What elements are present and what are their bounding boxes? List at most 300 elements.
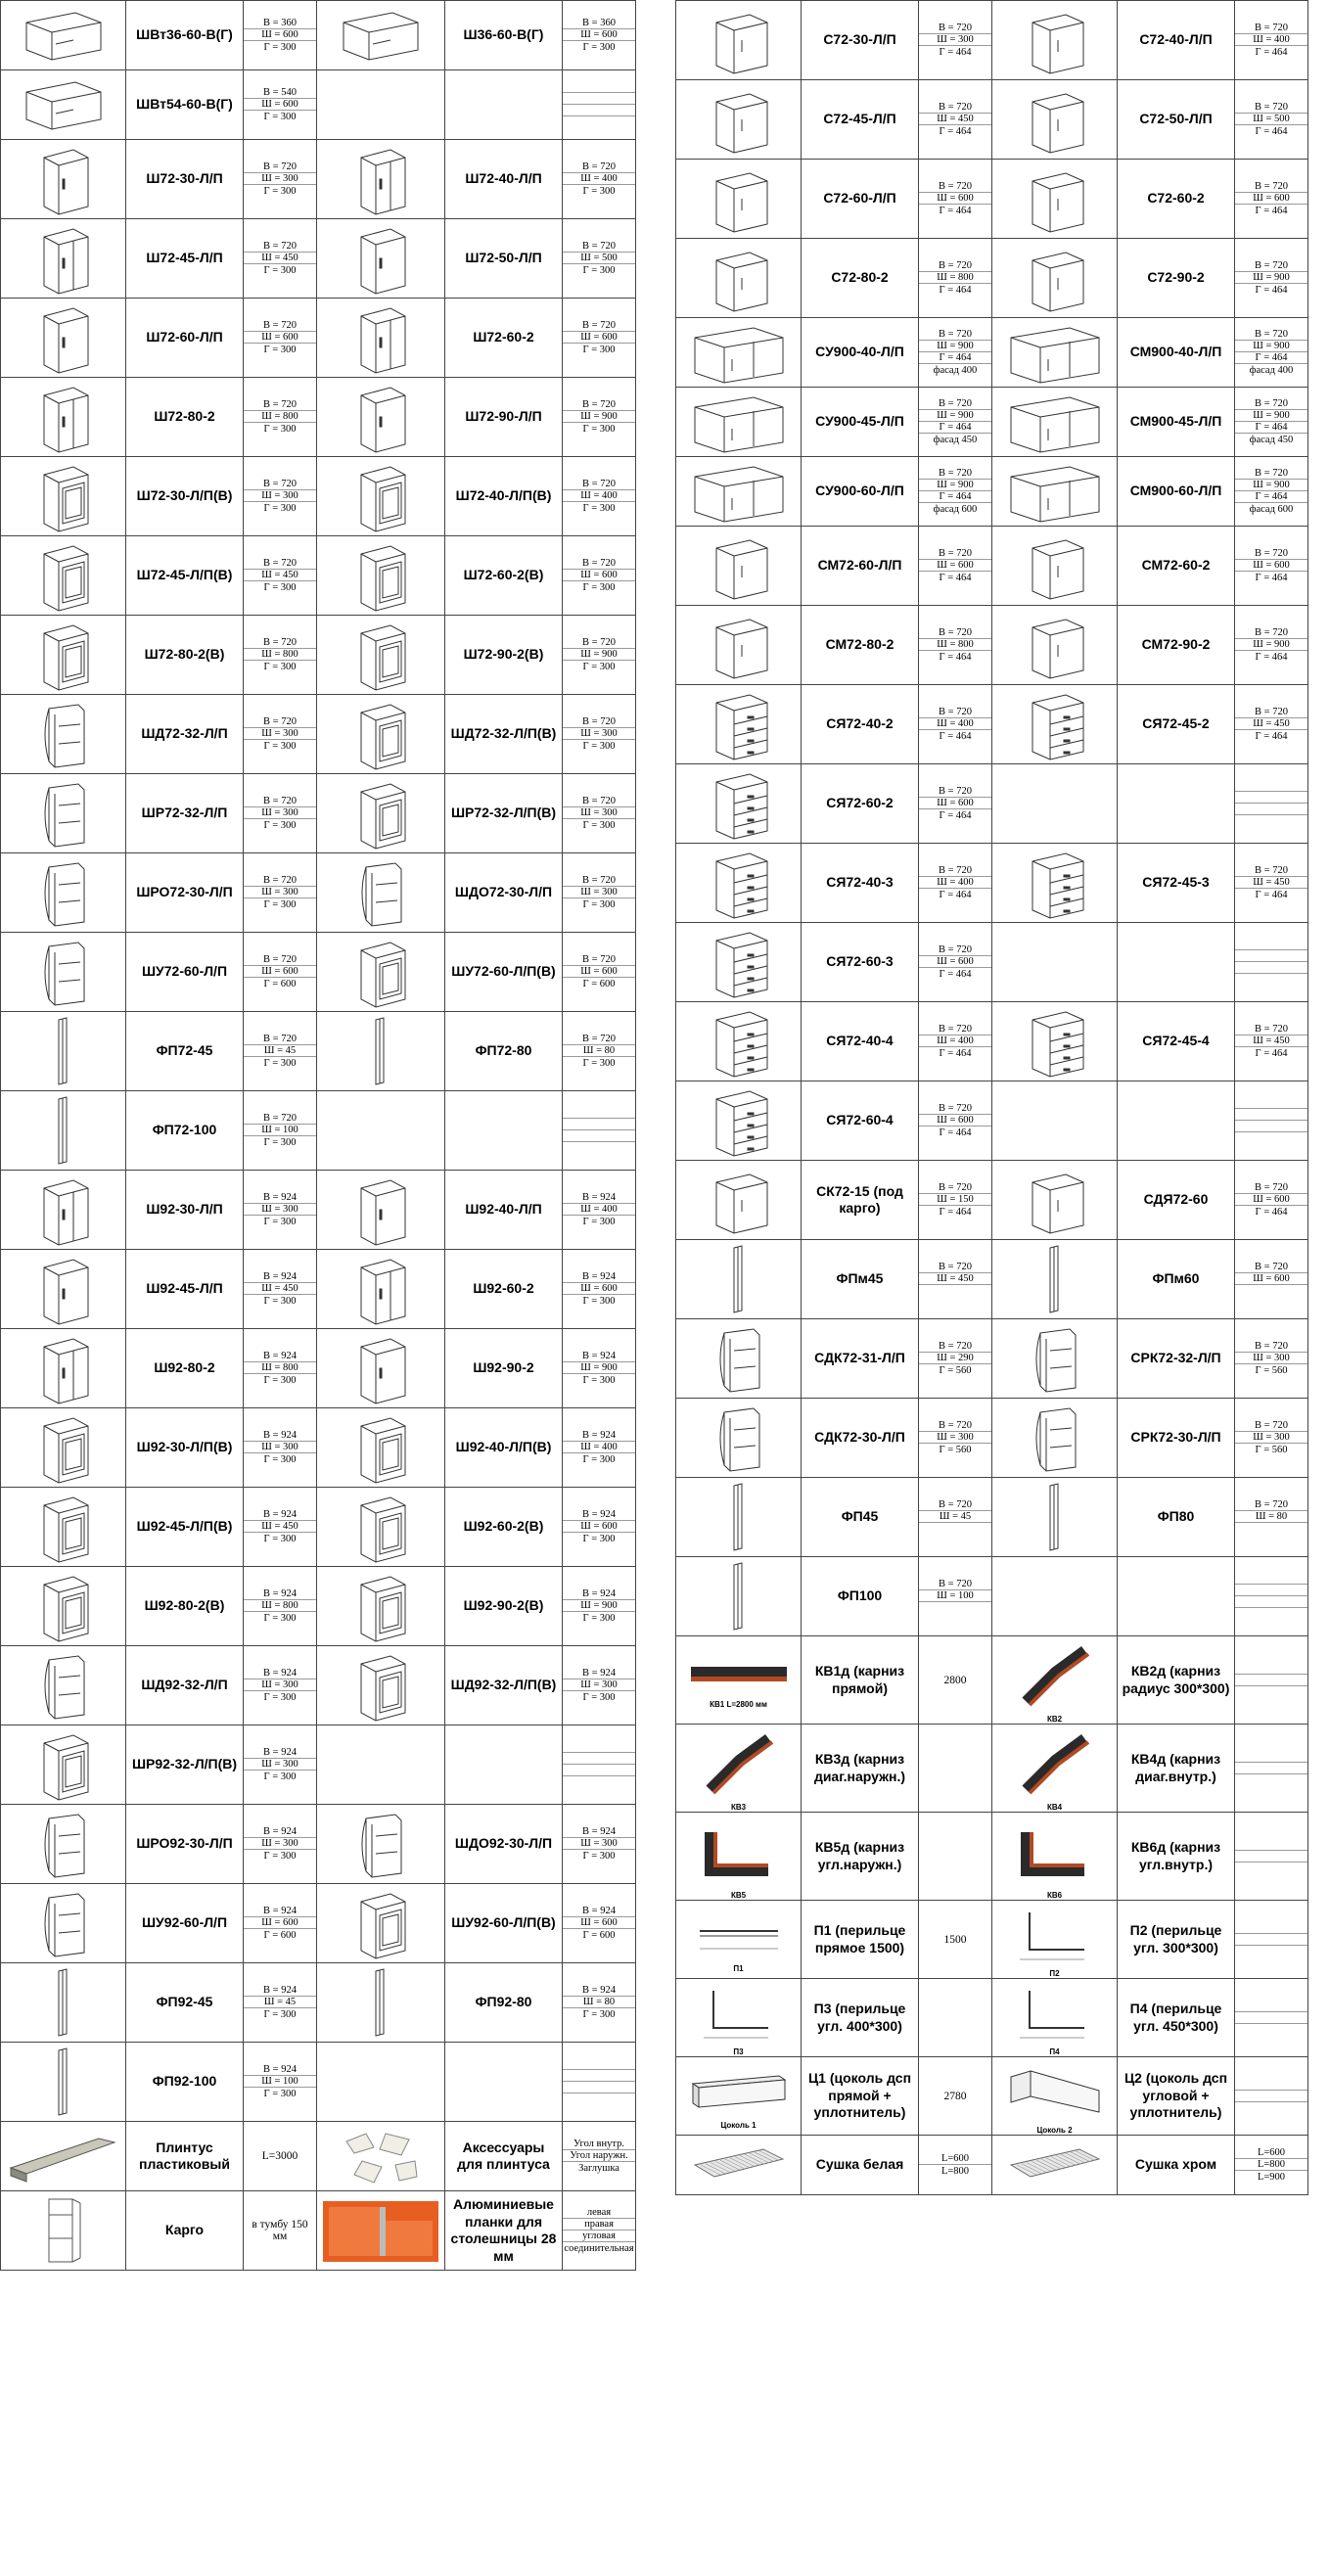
product-image (676, 239, 802, 318)
product-image (1, 1884, 126, 1963)
table-row (1, 1408, 636, 1488)
dimension-value: соединительная (564, 2242, 634, 2254)
accessory-image (676, 1813, 802, 1901)
dimension-value: В = 720 (1235, 1341, 1307, 1353)
dimension-value (1235, 1774, 1307, 1786)
dimension-value: Г = 300 (582, 581, 616, 593)
product-name: ШД92-32-Л/П(В) (445, 1646, 563, 1725)
cabinet-drawing-icon (317, 1567, 444, 1645)
cabinet-drawing-icon (317, 774, 444, 852)
dimensions-cell (244, 2064, 316, 2099)
dimension-value: Г = 464 (939, 1047, 972, 1059)
dimension-value: Г = 464 (939, 284, 972, 296)
dimension-value (563, 116, 635, 128)
dimension-value: Г = 300 (263, 1691, 297, 1703)
cabinet-drawing-icon (317, 1488, 444, 1566)
accessory-image (676, 1901, 802, 1979)
dimension-value (563, 1765, 635, 1776)
image-label: Цоколь 2 (1036, 2126, 1073, 2135)
dimension-value: В = 720 (563, 320, 635, 332)
product-image (1, 457, 126, 536)
product-name: ШВт54-60-В(Г) (126, 70, 244, 140)
accessory-name: Сушка хром (1118, 2136, 1235, 2195)
table-row (1, 140, 636, 219)
dimension-value: В = 924 (244, 1192, 316, 1204)
dimension-value (563, 1142, 635, 1154)
dimension-value: В = 720 (244, 1113, 316, 1125)
dimension-value: Г = 300 (263, 898, 297, 910)
dimension-value: В = 924 (244, 1509, 316, 1521)
dimension-value: Г = 464 (1255, 125, 1288, 137)
dimension-value: Г = 300 (263, 661, 297, 672)
dimension-value: Г = 300 (263, 41, 297, 53)
table-row (1, 457, 636, 536)
table-row (676, 80, 1308, 160)
dimension-value (1235, 1285, 1307, 1297)
product-name: С72-60-2 (1118, 160, 1235, 239)
product-image (676, 1, 802, 80)
dimensions-cell (919, 1499, 991, 1535)
dimension-value: Ш = 900 (1235, 341, 1307, 352)
product-image (676, 1002, 802, 1081)
dimensions-cell (919, 786, 991, 821)
cabinet-drawing-icon (1, 70, 125, 139)
product-image (1, 853, 126, 933)
rail-icon (676, 1906, 801, 1973)
dimension-value: В = 720 (1235, 102, 1307, 114)
dimensions-cell (563, 1741, 635, 1788)
product-image (317, 1, 445, 70)
product-name: СЯ72-45-4 (1118, 1002, 1235, 1081)
product-image (1, 378, 126, 457)
accessory-name: КВ3д (карниз диаг.наружн.) (802, 1725, 919, 1813)
dimension-value: Ш = 80 (1235, 1511, 1307, 1523)
cabinet-drawing-icon (1, 1725, 125, 1804)
alu-icon (317, 2191, 444, 2270)
cabinet-drawing-icon (1, 1646, 125, 1725)
product-image (1, 299, 126, 378)
image-label: КВ6 (1046, 1891, 1063, 1900)
product-name: Ш92-30-Л/П(В) (126, 1408, 244, 1488)
product-image (317, 1012, 445, 1091)
product-name: СМ72-60-Л/П (802, 527, 919, 606)
dimension-value: Ш = 300 (244, 1838, 316, 1850)
dimension-value (1235, 1922, 1307, 1934)
table-row (1, 1805, 636, 1884)
table-row (676, 1002, 1308, 1081)
dimension-value (563, 93, 635, 105)
accessory-image (992, 1979, 1118, 2057)
dimension-value: В = 924 (563, 1509, 635, 1521)
dimension-value: Ш = 45 (919, 1511, 991, 1523)
product-image (317, 536, 445, 616)
product-name: СУ900-45-Л/П (802, 388, 919, 457)
dimension-value (1235, 2001, 1307, 2012)
dimension-value: Г = 464 (939, 809, 972, 821)
plinth-icon (676, 2062, 801, 2130)
cabinet-drawing-icon (317, 299, 444, 377)
dimension-value (1235, 950, 1307, 962)
cabinet-drawing-icon (992, 685, 1117, 763)
table-row (1, 1567, 636, 1646)
dimensions-cell (919, 1024, 991, 1059)
dimension-value: Ш = 900 (563, 1362, 635, 1374)
cabinet-drawing-icon (1, 774, 125, 852)
dimension-value: Г = 300 (582, 661, 616, 672)
dimensions-cell (1235, 1262, 1307, 1297)
dimensions-cell (919, 260, 991, 296)
dimension-value: Г = 600 (582, 978, 616, 989)
dimension-value: Ш = 600 (919, 193, 991, 205)
product-name: ШВт36-60-В(Г) (126, 1, 244, 70)
dimensions-cell (563, 1906, 635, 1941)
dimension-value: Ш = 300 (244, 728, 316, 740)
product-name: ШД92-32-Л/П (126, 1646, 244, 1725)
dimension-value: В = 924 (244, 2064, 316, 2076)
dimensions-cell (919, 23, 991, 58)
product-image (676, 1399, 802, 1478)
dimension-value (1235, 1523, 1307, 1535)
accessory-image (992, 2057, 1118, 2136)
product-image (676, 1557, 802, 1636)
product-image (317, 1329, 445, 1408)
cabinet-drawing-icon (1, 1884, 125, 1962)
product-name: СМ72-90-2 (1118, 606, 1235, 685)
accessory-value (919, 1813, 992, 1901)
dimensions-cell (563, 1107, 635, 1154)
dimension-value: В = 720 (563, 954, 635, 966)
accessory-value: 1500 (919, 1901, 992, 1979)
dimension-value: Ш = 900 (919, 341, 991, 352)
image-label: КВ4 (1046, 1803, 1063, 1812)
dimension-value: Ш = 450 (1235, 877, 1307, 889)
product-image (1, 1012, 126, 1091)
product-name: ШУ92-60-Л/П (126, 1884, 244, 1963)
table-row (676, 685, 1308, 764)
product-image (676, 685, 802, 764)
cabinet-drawing-icon (992, 318, 1117, 387)
dimension-value: В = 720 (1235, 468, 1307, 480)
dimension-value: Ш = 600 (563, 1283, 635, 1295)
table-row (1, 853, 636, 933)
cabinet-drawing-icon (1, 853, 125, 932)
product-name: С72-90-2 (1118, 239, 1235, 318)
product-image (1, 1488, 126, 1567)
cornice-corner-icon (676, 1813, 801, 1900)
dimension-value: Ш = 600 (563, 1917, 635, 1929)
product-name: ШР72-32-Л/П (126, 774, 244, 853)
dimension-value (1235, 1751, 1307, 1763)
dimensions-cell (563, 2139, 635, 2174)
product-name: С72-40-Л/П (1118, 1, 1235, 80)
dimension-value: В = 720 (919, 398, 991, 410)
dimension-value (1235, 1763, 1307, 1774)
dimensions-cell (1235, 260, 1307, 296)
product-name: Ш72-40-Л/П(В) (445, 457, 563, 536)
dimensions-cell (244, 1747, 316, 1782)
dimension-value: Ш = 150 (919, 1194, 991, 1206)
dimension-value: Г = 300 (582, 502, 616, 514)
product-name: Ш92-80-2(В) (126, 1567, 244, 1646)
dimensions-cell (244, 796, 316, 831)
cabinet-drawing-icon (317, 1171, 444, 1249)
dimension-value: Г = 300 (582, 1057, 616, 1069)
cabinet-drawing-icon (1, 1963, 125, 2042)
product-name: С72-80-2 (802, 239, 919, 318)
cabinet-drawing-icon (317, 853, 444, 932)
cabinet-drawing-icon (317, 695, 444, 773)
product-image (992, 1240, 1118, 1319)
dimension-value: В = 924 (563, 1668, 635, 1679)
dimension-value: Ш = 600 (563, 1521, 635, 1533)
dimension-value: Г = 300 (582, 740, 616, 752)
dimensions-cell (919, 1579, 991, 1614)
table-row (676, 1636, 1308, 1725)
dimension-value (1235, 1863, 1307, 1874)
dimension-value (1235, 1596, 1307, 1608)
dimension-value: В = 720 (1235, 1024, 1307, 1035)
table-row (1, 70, 636, 140)
table-row (676, 1240, 1308, 1319)
dimension-value: В = 720 (244, 399, 316, 411)
dimension-value: Г = 300 (263, 1295, 297, 1307)
dimensions-cell (1235, 548, 1307, 583)
dimension-value: Ш = 450 (919, 114, 991, 125)
dimension-value: Ш = 400 (1235, 34, 1307, 46)
accessory-value: 2800 (919, 1636, 992, 1725)
product-image (676, 457, 802, 527)
cabinet-drawing-icon (992, 1240, 1117, 1318)
dimension-value (1235, 1573, 1307, 1585)
cornice-bend-icon (992, 1636, 1117, 1724)
table-row (1, 536, 636, 616)
dimensions-cell (919, 398, 991, 445)
dimension-value: Ш = 800 (244, 1362, 316, 1374)
dimensions-cell (1235, 1751, 1307, 1786)
cabinet-drawing-icon (676, 457, 801, 526)
cabinet-drawing-icon (992, 1478, 1117, 1556)
dimension-value: Ш = 900 (1235, 410, 1307, 422)
accessory-name: П3 (перильце угл. 400*300) (802, 1979, 919, 2057)
dimension-value (1235, 815, 1307, 827)
product-name: СМ900-40-Л/П (1118, 318, 1235, 388)
product-name: ШРО72-30-Л/П (126, 853, 244, 933)
dimension-value: Г = 300 (263, 1850, 297, 1862)
dimension-value: Ш = 45 (244, 1997, 316, 2008)
dimensions-cell (244, 1906, 316, 1941)
dimensions-cell (244, 1509, 316, 1544)
plinth-corner-icon (992, 2057, 1117, 2135)
dimension-value: Г = 300 (263, 344, 297, 355)
dimension-value: В = 720 (919, 260, 991, 272)
dimension-value: В = 720 (1235, 627, 1307, 639)
dimension-value: Ш = 300 (563, 807, 635, 819)
dimension-value: Ш = 300 (1235, 1353, 1307, 1364)
cabinet-drawing-icon (317, 933, 444, 1011)
dimension-value: Ш = 300 (244, 1204, 316, 1216)
dimension-value: Г = 560 (939, 1364, 972, 1376)
product-name: ШД72-32-Л/П(В) (445, 695, 563, 774)
dimension-value (563, 1776, 635, 1788)
dimensions-cell (1235, 1663, 1307, 1698)
dimension-value: В = 924 (563, 1985, 635, 1997)
dimension-value: Ш = 400 (563, 173, 635, 185)
dimension-value: В = 720 (563, 399, 635, 411)
dimensions-cell (919, 1420, 991, 1455)
dimension-value: Г = 300 (582, 2008, 616, 2020)
dimension-value: Г = 600 (582, 1929, 616, 1941)
dimension-value: Г = 300 (263, 2008, 297, 2020)
dimension-value: Г = 300 (582, 1533, 616, 1544)
dimension-value: Г = 464 (1255, 205, 1288, 216)
product-image (992, 1319, 1118, 1399)
dimension-value (1235, 974, 1307, 986)
cabinet-drawing-icon (317, 378, 444, 456)
product-image (1, 2043, 126, 2122)
dimensions-cell (919, 707, 991, 742)
dimension-value: В = 720 (1235, 398, 1307, 410)
dimension-value: Угол внутр. (563, 2139, 635, 2150)
dimension-value (1235, 2024, 1307, 2036)
dimensions-cell (563, 1034, 635, 1069)
dimension-value: Ш = 450 (244, 1283, 316, 1295)
dimension-value: Ш = 300 (244, 1442, 316, 1453)
dimensions-cell (1235, 939, 1307, 986)
cornice-corner-icon (992, 1813, 1117, 1900)
dimension-value: В = 720 (919, 548, 991, 560)
dimension-value: Ш = 600 (1235, 1273, 1307, 1285)
product-image (676, 1161, 802, 1240)
dimension-value: В = 924 (244, 1826, 316, 1838)
dimension-value: Г = 464 (939, 125, 972, 137)
dimensions-cell (244, 18, 316, 53)
dimension-value: Ш = 600 (563, 332, 635, 344)
table-row (676, 1161, 1308, 1240)
dimension-value: Ш = 600 (919, 560, 991, 572)
dimension-value: Г = 300 (582, 41, 616, 53)
dimension-value: Ш = 500 (1235, 114, 1307, 125)
dimension-value: В = 924 (563, 1271, 635, 1283)
product-image (317, 853, 445, 933)
dimension-value: Ш = 400 (919, 718, 991, 730)
dimension-value: В = 720 (563, 875, 635, 887)
dimension-value (563, 2093, 635, 2105)
table-row (676, 1399, 1308, 1478)
dimensions-cell (244, 320, 316, 355)
dimension-value: Г = 300 (582, 1374, 616, 1386)
cabinet-drawing-icon (676, 1, 801, 79)
rail-corner-icon (992, 1979, 1117, 2056)
product-name: СЯ72-45-3 (1118, 844, 1235, 923)
dimension-value: В = 720 (1235, 1420, 1307, 1432)
accessory-name: Аксессуары для плинтуса (445, 2122, 563, 2191)
cabinet-drawing-icon (1, 2043, 125, 2121)
product-name: ФП92-80 (445, 1963, 563, 2043)
product-image (992, 160, 1118, 239)
cabinet-drawing-icon (1, 616, 125, 694)
product-name: ФП92-45 (126, 1963, 244, 2043)
cabinet-drawing-icon (992, 239, 1117, 317)
product-name: ФП72-80 (445, 1012, 563, 1091)
dimensions-cell (1235, 707, 1307, 742)
cabinet-drawing-icon (676, 923, 801, 1001)
dimension-value: Ш = 900 (563, 411, 635, 423)
dimension-value (563, 1130, 635, 1142)
dimensions-cell (563, 1668, 635, 1703)
dimension-value: Заглушка (578, 2162, 619, 2174)
dimensions-cell (563, 875, 635, 910)
product-name: ФП80 (1118, 1478, 1235, 1557)
product-name: СМ900-45-Л/П (1118, 388, 1235, 457)
accessory-name: Плинтус пластиковый (126, 2122, 244, 2191)
dimension-value: Г = 300 (582, 344, 616, 355)
dimensions-cell (563, 479, 635, 514)
dimension-value: В = 720 (1235, 23, 1307, 34)
accessory-image (992, 1813, 1118, 1901)
dimension-value (1235, 1132, 1307, 1144)
dimension-value: В = 720 (919, 1420, 991, 1432)
product-name: СМ900-60-Л/П (1118, 457, 1235, 527)
cabinet-drawing-icon (992, 1161, 1117, 1239)
accessory-image (992, 1636, 1118, 1725)
dimension-value: Г = 464 (939, 968, 972, 980)
image-label: П4 (1049, 2047, 1060, 2056)
dimension-value: В = 720 (1235, 707, 1307, 718)
dimension-value: Г = 464 (1235, 491, 1307, 503)
dimensions-cell (563, 18, 635, 53)
dimension-value (563, 1741, 635, 1753)
cabinet-drawing-icon (317, 1884, 444, 1962)
dimensions-cell (1235, 2147, 1307, 2183)
product-image (317, 1091, 445, 1171)
product-name: ШРО92-30-Л/П (126, 1805, 244, 1884)
dimension-value: L=600 (1235, 2147, 1307, 2159)
dimensions-cell (563, 1430, 635, 1465)
table-row (1, 1, 636, 70)
cabinet-drawing-icon (992, 1319, 1117, 1398)
dimension-value: Г = 300 (263, 1216, 297, 1227)
dimension-value: L=800 (1235, 2159, 1307, 2171)
product-image (317, 774, 445, 853)
dimension-value (1235, 1686, 1307, 1698)
product-image (992, 1557, 1118, 1636)
cabinet-drawing-icon (317, 1250, 444, 1328)
dimensions-cell (919, 1262, 991, 1297)
dimension-value: Г = 464 (939, 730, 972, 742)
product-name: СЯ72-40-3 (802, 844, 919, 923)
product-image (317, 1171, 445, 1250)
product-image (1, 70, 126, 140)
table-row (1, 695, 636, 774)
dimension-value: Ш = 900 (919, 410, 991, 422)
dimension-value: Г = 300 (582, 1295, 616, 1307)
cabinet-drawing-icon (992, 1002, 1117, 1081)
product-name: Ш92-40-Л/П (445, 1171, 563, 1250)
dimension-value: В = 924 (244, 1747, 316, 1759)
product-image (992, 606, 1118, 685)
dimension-value: Г = 464 (939, 572, 972, 583)
dimensions-cell (563, 81, 635, 128)
dimension-value: фасад 450 (933, 434, 978, 445)
dimensions-cell (244, 1351, 316, 1386)
product-image (1, 1567, 126, 1646)
dimensions-cell (244, 1588, 316, 1624)
product-image (317, 1567, 445, 1646)
accessory-image (676, 1636, 802, 1725)
product-image (1, 1250, 126, 1329)
product-name: Ш92-45-Л/П (126, 1250, 244, 1329)
dimension-value: Ш = 45 (244, 1045, 316, 1057)
